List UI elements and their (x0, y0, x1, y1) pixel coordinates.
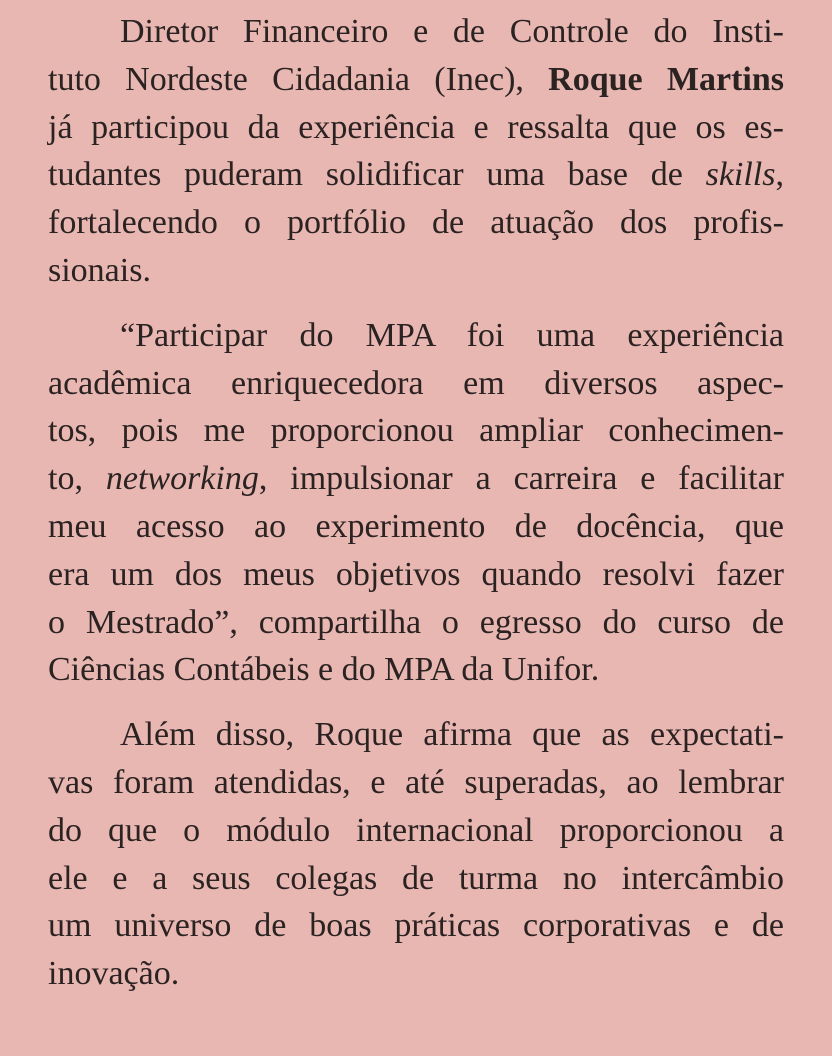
text-segment: tudantes puderam solidificar uma base de (48, 156, 706, 194)
text-line (48, 407, 784, 455)
text-line (48, 503, 784, 551)
bold-text: Roque Martins (548, 60, 784, 98)
text-line (48, 247, 784, 295)
text-line (48, 950, 784, 998)
text-line (48, 8, 784, 56)
text-segment: meu acesso ao experimento de docência, que (48, 507, 784, 545)
text-segment: era um dos meus objetivos quando resolvi fazer (48, 555, 784, 593)
italic-text: skills (705, 156, 776, 194)
text-line (48, 360, 784, 408)
text-line (48, 855, 784, 903)
text-segment: acadêmica enriquecedora em diversos aspec- (48, 364, 784, 402)
italic-text: networking (105, 460, 259, 498)
text-line (48, 199, 784, 247)
text-segment: o Mestrado”, compartilha o egresso do curso de (48, 603, 784, 641)
paragraph (48, 312, 784, 694)
text-line (48, 807, 784, 855)
text-segment: Além disso, Roque afirma que as expectati- (120, 716, 784, 754)
text-segment: , impulsionar a carreira e facilitar (258, 460, 784, 498)
text-segment: fortalecendo o portfólio de atuação dos profis- (48, 204, 784, 242)
text-segment: Ciências Contábeis e do MPA da Unifor. (48, 651, 600, 689)
text-segment: Diretor Financeiro e de Controle do Insti- (120, 13, 784, 50)
text-segment: do que o módulo internacional proporcionou a (48, 811, 784, 849)
text-segment: já participou da experiência e ressalta que os es- (48, 108, 784, 146)
text-segment: ele e a seus colegas de turma no intercâmbio (48, 859, 784, 897)
article-body (48, 8, 784, 1015)
text-line (48, 711, 784, 759)
text-segment: to, (48, 460, 106, 498)
text-line (48, 56, 784, 104)
text-line (48, 455, 784, 503)
text-line (48, 759, 784, 807)
text-segment: tuto Nordeste Cidadania (Inec), (48, 60, 549, 98)
paragraph (48, 711, 784, 998)
text-line (48, 551, 784, 599)
text-segment: um universo de boas práticas corporativas e de (48, 907, 784, 945)
text-segment: inovação. (48, 955, 180, 993)
text-segment: “Participar do MPA foi uma experiência (120, 316, 784, 354)
text-line (48, 151, 784, 199)
text-segment: sionais. (48, 251, 151, 289)
text-line (48, 312, 784, 360)
text-line (48, 599, 784, 647)
text-segment: , (775, 156, 784, 194)
text-line (48, 104, 784, 152)
text-line (48, 646, 784, 694)
text-line (48, 902, 784, 950)
text-segment: tos, pois me proporcionou ampliar conhecimen- (48, 412, 784, 450)
paragraph (48, 8, 784, 295)
text-segment: vas foram atendidas, e até superadas, ao lembrar (48, 763, 784, 801)
